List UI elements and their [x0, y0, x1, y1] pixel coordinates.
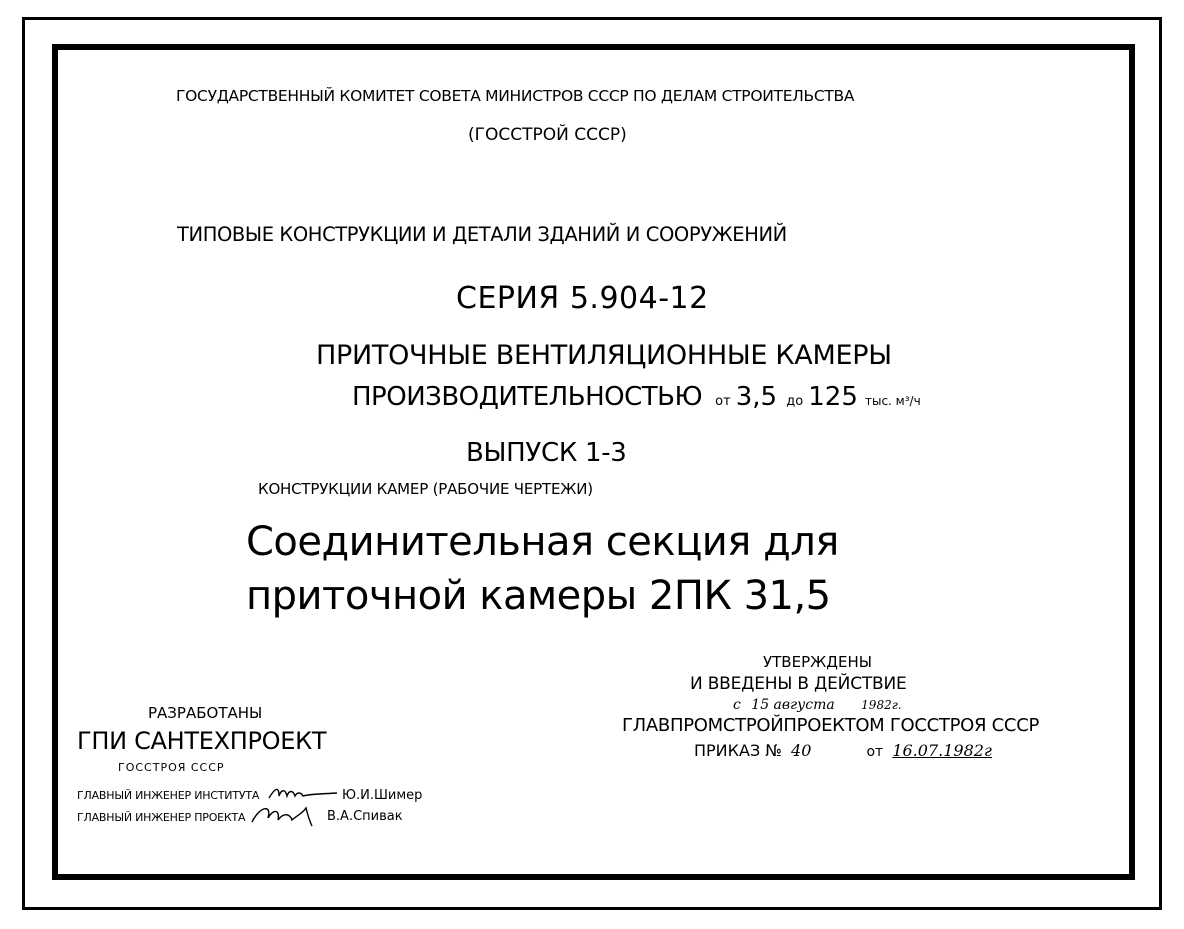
issue-number: ВЫПУСК 1-3: [466, 438, 627, 468]
developer-org-sub: ГОССТРОЯ СССР: [118, 761, 225, 774]
approved-label: УТВЕРЖДЕНЫ: [763, 653, 872, 671]
section-title-line-2: приточной камеры 2ПК 31,5: [246, 573, 831, 619]
chief-project-name: В.А.Спивак: [327, 809, 403, 824]
approval-authority: ГЛАВПРОМСТРОЙПРОЕКТОМ ГОССТРОЯ СССР: [622, 715, 1040, 736]
developer-organization: ГПИ САНТЕХПРОЕКТ: [77, 727, 327, 755]
chief-project-title: ГЛАВНЫЙ ИНЖЕНЕР ПРОЕКТА: [77, 811, 246, 824]
capacity-label: ПРОИЗВОДИТЕЛЬНОСТЬЮ: [352, 382, 703, 412]
capacity-unit: тыс. м³/ч: [864, 394, 921, 408]
order-number: 40: [791, 741, 812, 760]
order-date-label: от: [866, 744, 884, 760]
enacted-from-prefix: с: [733, 697, 741, 713]
issue-subtitle: КОНСТРУКЦИИ КАМЕР (РАБОЧИЕ ЧЕРТЕЖИ): [258, 480, 593, 498]
capacity-to-label: до: [786, 394, 804, 409]
enacted-day: 15 августа: [751, 697, 835, 713]
chief-project-signature: [248, 802, 318, 828]
enacted-date: [733, 698, 902, 712]
chief-institute-signature: [265, 782, 339, 804]
enacted-label: И ВВЕДЕНЫ В ДЕЙСТВИЕ: [690, 674, 907, 694]
capacity-to-value: 125: [808, 382, 858, 412]
enacted-year: 1982г.: [861, 698, 902, 712]
series-number: СЕРИЯ 5.904-12: [456, 281, 709, 316]
committee-heading: ГОСУДАРСТВЕННЫЙ КОМИТЕТ СОВЕТА МИНИСТРОВ СССР ПО ДЕЛАМ СТРОИТЕЛЬСТВА: [176, 87, 855, 105]
title-line-1: ПРИТОЧНЫЕ ВЕНТИЛЯЦИОННЫЕ КАМЕРЫ: [316, 340, 892, 371]
order-date: 16.07.1982г: [892, 741, 993, 760]
chief-institute-title: ГЛАВНЫЙ ИНЖЕНЕР ИНСТИТУТА: [77, 789, 260, 802]
capacity-from-label: от: [715, 394, 731, 409]
typical-constructions-heading: ТИПОВЫЕ КОНСТРУКЦИИ И ДЕТАЛИ ЗДАНИЙ И СООРУЖЕНИЙ: [177, 223, 787, 246]
title-line-2: [352, 384, 921, 410]
order-line: [694, 743, 992, 759]
section-title-line-1: Соединительная секция для: [246, 519, 839, 565]
gosstroy-heading: (ГОССТРОЙ СССР): [468, 125, 627, 145]
developed-by-label: РАЗРАБОТАНЫ: [148, 704, 263, 722]
order-label: ПРИКАЗ №: [694, 741, 782, 760]
chief-institute-name: Ю.И.Шимер: [342, 788, 423, 803]
capacity-from-value: 3,5: [735, 382, 778, 412]
